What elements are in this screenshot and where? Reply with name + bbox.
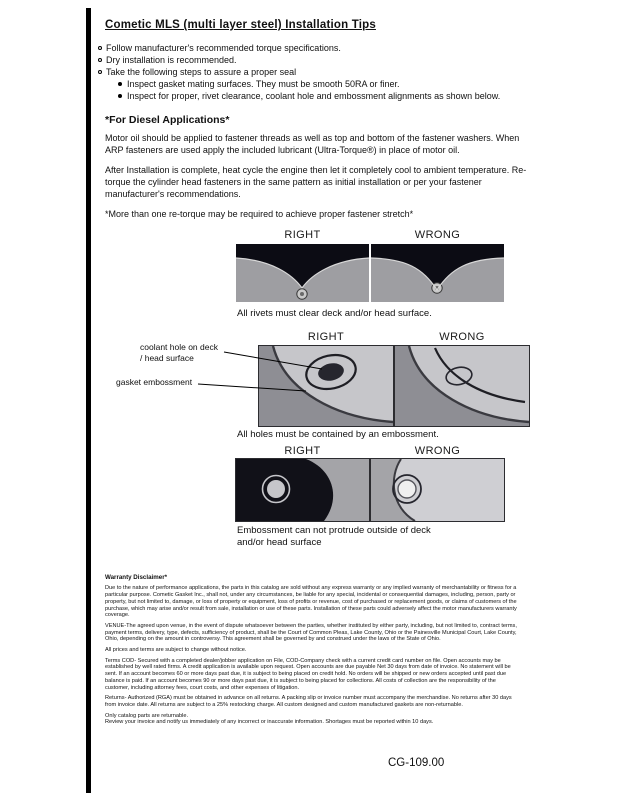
list-item — [98, 42, 538, 54]
list-item — [118, 78, 538, 90]
bullet-icon — [98, 46, 102, 50]
diesel-applications-section — [105, 114, 537, 220]
list-item — [98, 54, 538, 66]
right-label: RIGHT — [284, 229, 321, 241]
rivet-right-image — [236, 244, 369, 302]
wrong-label: WRONG — [439, 331, 485, 343]
legal-paragraph: All prices and terms are subject to change without notice. — [105, 647, 247, 654]
diagram-section — [0, 228, 618, 563]
right-label: RIGHT — [307, 331, 345, 343]
list-item-text: Follow manufacturer's recommended torque specifications. — [106, 43, 341, 53]
list-item-text: Inspect gasket mating surfaces. They must be smooth 50RA or finer. — [127, 79, 400, 89]
legal-paragraph: Returns- Authorized (RGA) must be obtained in advance on all returns. A packing slip or invoice number must accompany the merchandise. No returns after 30 days from invoice date. All returns are subject to a 25% restocking charge. All custom designed and custom manufactured gaskets are non-returnable. — [105, 695, 512, 708]
legal-paragraph: VENUE-The agreed upon venue, in the event of dispute whatsoever between the parties, whether instituted by either party, including, but not limited to, contract terms, payment terms, delivery, type, defects, sufficiency of product, shall be the Court of Common Pleas, Lake County, Ohio or the Painesville Municipal Court, Lake County, Ohio, depending on the amount in controversy. This agreement shall be governed by and construed under the laws of the State of Ohio. — [105, 622, 517, 643]
callout-gasket-embossment: gasket embossment — [116, 377, 193, 387]
embossment-wrong-diagram — [371, 459, 504, 521]
installation-tips-list — [98, 42, 538, 102]
legal-paragraph: Terms COD- Secured with a completed dealer/jobber application on File, COD-Company check with a current credit card number on file. Open accounts may be established by well rated firms. A credit application is available upon request. Open accounts are due payable Net 30 days from date of invoice. No statement will be sent. If an account becomes 60 or more days past due, it is subject to being placed on credit hold. No orders will be shipped or new orders accepted until past due balance is paid. If an account becomes 90 or more days past due, it is subject to being placed for collections. All costs of collection are the responsibility of the customer, including attorney fees, court costs, and other expenses of litigation. — [105, 657, 511, 691]
bullet-icon — [118, 82, 122, 86]
bullet-icon — [98, 70, 102, 74]
page-title: Cometic MLS (multi layer steel) Installation Tips — [105, 19, 376, 31]
coolant-hole-right-diagram — [259, 346, 393, 426]
diesel-heading: *For Diesel Applications* — [105, 114, 230, 126]
list-item — [118, 90, 538, 102]
coolant-hole-wrong-diagram — [395, 346, 529, 426]
embossment-wrong-image — [371, 459, 504, 521]
diagram-caption: All rivets must clear deck and/or head surface. — [237, 308, 432, 319]
legal-paragraph: Review your invoice and notify us immediately of any incorrect or inaccurate information. Shortages must be reported within 10 days. — [105, 719, 434, 726]
bullet-icon — [98, 58, 102, 62]
rivet-right-diagram — [236, 244, 369, 302]
rivet-wrong-diagram — [371, 244, 504, 302]
list-item-text: Take the following steps to assure a proper seal — [106, 67, 297, 77]
paragraph: After Installation is complete, heat cycle the engine then let it completely cool to ambient temperature. Re-torque the cylinder head fasteners in the same pattern as initial installation or per your fastener manufacturer's recommendations. — [105, 165, 527, 199]
wrong-label: WRONG — [414, 445, 461, 457]
bullet-icon — [118, 94, 122, 98]
retorque-note: *More than one re-torque may be required to achieve proper fastener stretch* — [105, 209, 414, 219]
warranty-disclaimer-heading: Warranty Disclaimer* — [105, 574, 168, 581]
embossment-right-image — [236, 459, 369, 521]
coolant-hole-wrong-image — [395, 346, 529, 426]
paragraph: Motor oil should be applied to fastener threads as well as top and bottom of the fastener washers. When ARP fasteners are used apply the included lubricant (Ultra-Torque®) in place of motor oil. — [105, 133, 520, 155]
wrong-label: WRONG — [414, 229, 461, 241]
rivet-wrong-image — [371, 244, 504, 302]
list-item-text: Dry installation is recommended. — [106, 55, 237, 65]
diagram-caption: All holes must be contained by an embossment. — [237, 429, 439, 440]
embossment-right-diagram — [236, 459, 369, 521]
legal-section — [105, 574, 517, 730]
right-label: RIGHT — [284, 445, 321, 457]
page-code: CG-109.00 — [388, 757, 445, 769]
list-item-text: Inspect for proper, rivet clearance, coolant hole and embossment alignments as shown below. — [127, 91, 501, 101]
coolant-hole-right-image — [259, 346, 393, 426]
diagram-caption: Embossment can not protrude outside of deck and/or head surface — [237, 525, 431, 548]
legal-paragraph: Only catalog parts are returnable. — [105, 712, 189, 719]
list-item — [98, 66, 538, 78]
callout-coolant-hole: coolant hole on deck / head surface — [140, 342, 218, 363]
legal-paragraph: Due to the nature of performance applications, the parts in this catalog are sold without any express warranty or any implied warranty of merchantability or fitness for a particular purpose. Cometic Gasket Inc., shall not, under any circumstances, be liable for any special, incidental or consequential damages, including, person, party or property, but not limited to, damage, or loss of property or equipment, loss of profits or revenue, cost of purchased or replacement goods, or claims of customers of the purchase, which may arise and/or result from sale, installation or use of these parts. Installation of these parts could adversely affect the motor manufacturers warranty coverage. — [105, 585, 517, 619]
